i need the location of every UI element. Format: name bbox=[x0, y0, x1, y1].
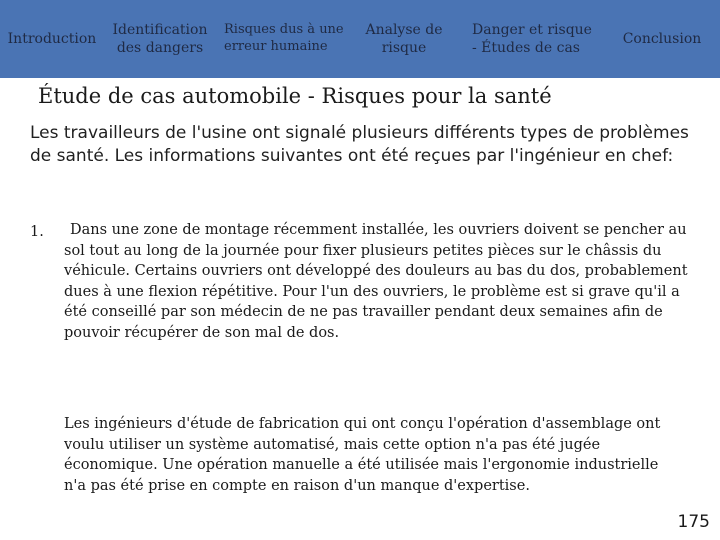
nav-label-line: Danger et risque bbox=[472, 21, 592, 38]
nav-identification-des-dangers[interactable] bbox=[106, 0, 214, 78]
nav-danger-et-risque-etudes-de-cas[interactable] bbox=[472, 0, 602, 78]
page-title: Étude de cas automobile - Risques pour la santé bbox=[38, 84, 552, 108]
intro-paragraph: Les travailleurs de l'usine ont signalé plusieurs différents types de problèmes de santé. Les informations suivantes ont été reçues par l'ingénieur en chef: bbox=[30, 123, 689, 167]
nav-label-line: Risques dus à une bbox=[224, 22, 344, 38]
nav-label-line: Identification bbox=[112, 21, 208, 38]
nav-label-line: erreur humaine bbox=[224, 39, 328, 54]
nav-risques-erreur-humaine[interactable] bbox=[224, 0, 352, 78]
nav-label-line: Introduction bbox=[7, 30, 97, 47]
nav-label-line: des dangers bbox=[116, 40, 204, 56]
nav-label-line: risque bbox=[381, 40, 427, 56]
nav-label-line: - Études de cas bbox=[472, 40, 580, 56]
list-item-text: Dans une zone de montage récemment installée, les ouvriers doivent se pencher au sol tout au long de la journée pour fixer plusieurs petites pièces sur le châssis du véhicule. Certains ouvriers ont développé des douleurs au bas du dos, probablement dues à une flexion répétitive. Pour l'un des ouvriers, le problème est si grave qu'il a été conseillé par son médecin de ne pas travailler pendant deux semaines afin de pouvoir récupérer de son mal de dos. bbox=[64, 222, 688, 341]
second-paragraph: Les ingénieurs d'étude de fabrication qui ont conçu l'opération d'assemblage ont voulu utiliser un système automatisé, mais cette option n'a pas été jugée économique. Une opération manuelle a été utilisée mais l'ergonomie industrielle n'a pas été prise en compte en raison d'un manque d'expertise. bbox=[64, 416, 661, 494]
nav-label-line: Conclusion bbox=[622, 30, 702, 47]
list-item-number: 1. bbox=[30, 224, 44, 240]
top-navigation-bar bbox=[0, 0, 720, 78]
nav-introduction[interactable] bbox=[2, 0, 102, 78]
nav-conclusion[interactable] bbox=[612, 0, 712, 78]
nav-label-line: Analyse de bbox=[365, 21, 443, 38]
page-number: 175 bbox=[677, 512, 710, 532]
nav-analyse-de-risque[interactable] bbox=[356, 0, 452, 78]
